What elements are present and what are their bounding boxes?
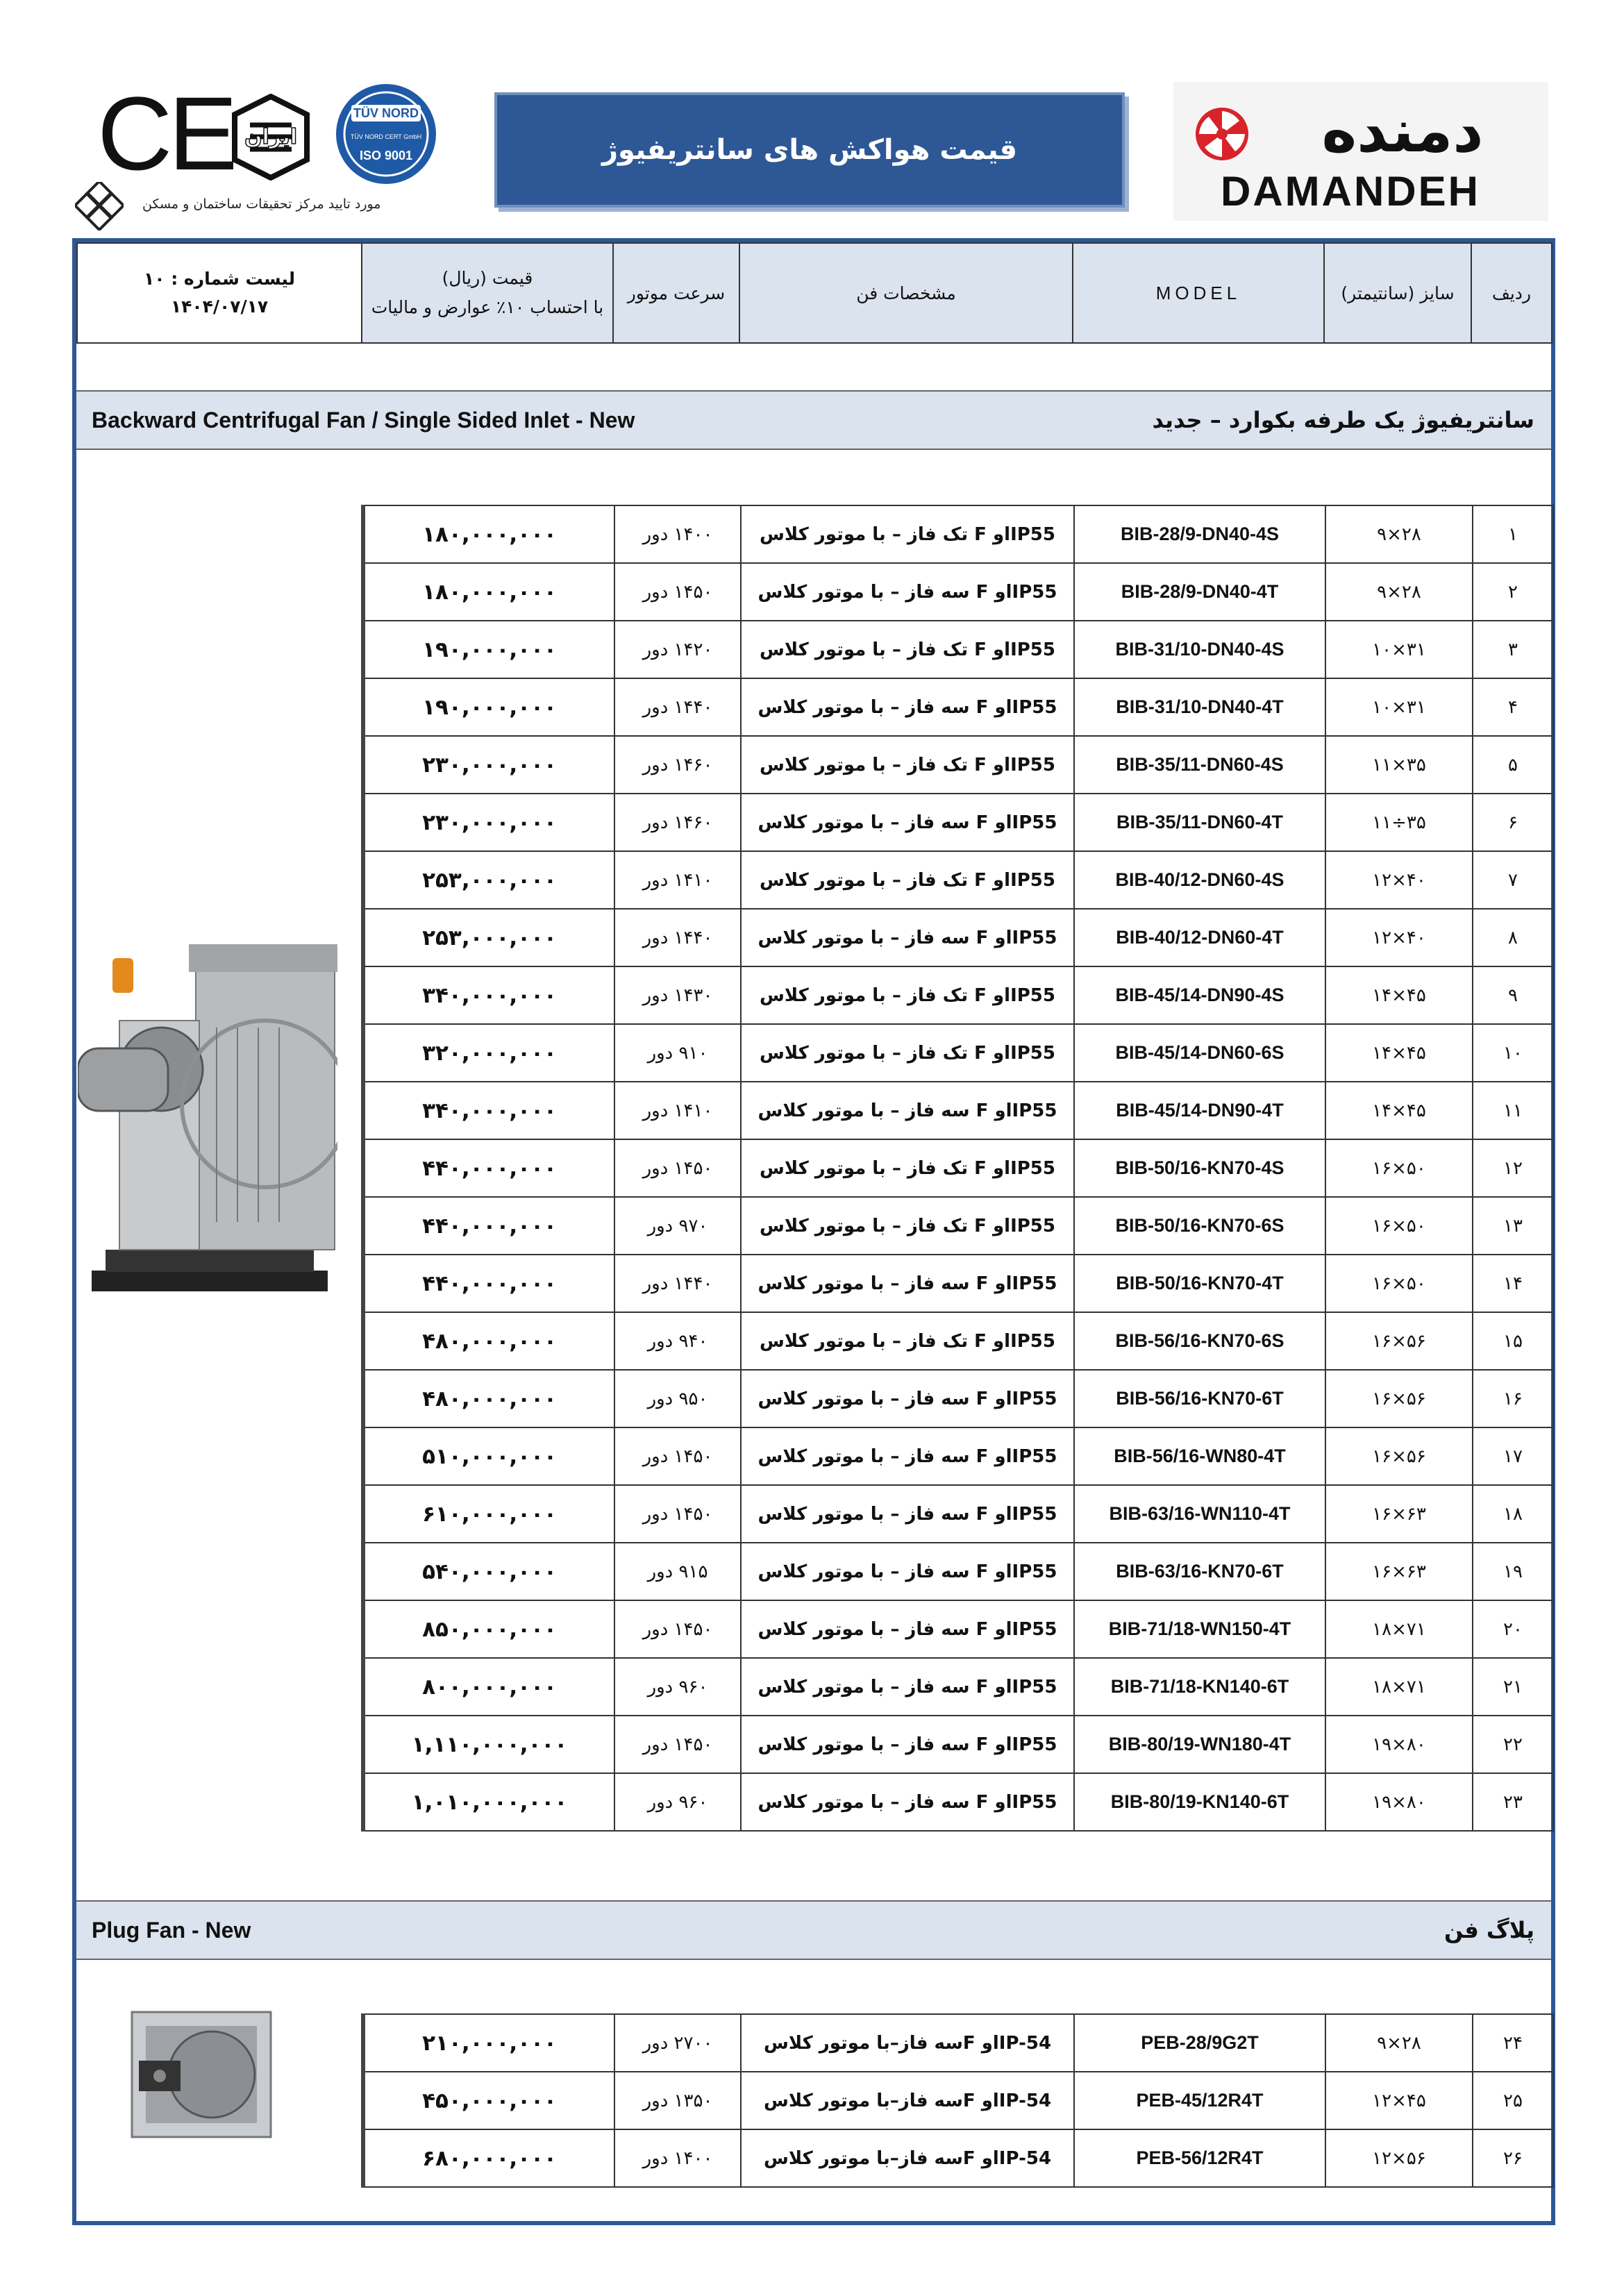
price-cell: ۸۵۰,۰۰۰,۰۰۰ <box>363 1600 614 1658</box>
spec-cell: IP55او F سه فاز – با موتور کلاس <box>741 1543 1074 1600</box>
price-cell: ۴۴۰,۰۰۰,۰۰۰ <box>363 1197 614 1255</box>
iran-standard-logo <box>229 94 312 181</box>
iso-9001-text: ISO 9001 <box>359 149 413 162</box>
bhrc-emblem-icon <box>75 182 124 231</box>
model-cell: BIB-71/18-WN150-4T <box>1074 1600 1325 1658</box>
plug-fan-product-image <box>111 2005 292 2144</box>
size-cell: ۴۰×۱۲ <box>1325 851 1473 909</box>
size-cell: ۸۰×۱۹ <box>1325 1716 1473 1773</box>
spec-column-header: مشخصات فن <box>739 243 1073 343</box>
price-cell: ۳۴۰,۰۰۰,۰۰۰ <box>363 966 614 1024</box>
size-cell: ۲۸×۹ <box>1325 2014 1473 2072</box>
section-band-plug <box>76 1900 1551 1960</box>
rpm-cell: ۱۴۰۰ دور <box>614 505 741 563</box>
table-row <box>363 1716 1553 1773</box>
rpm-cell: ۱۴۱۰ دور <box>614 1082 741 1139</box>
rpm-cell: ۱۴۵۰ دور <box>614 1485 741 1543</box>
row-number-cell: ۱۲ <box>1473 1139 1553 1197</box>
row-number-cell: ۲۲ <box>1473 1716 1553 1773</box>
rpm-cell: ۹۱۰ دور <box>614 1024 741 1082</box>
price-cell: ۱۸۰,۰۰۰,۰۰۰ <box>363 563 614 621</box>
price-cell: ۳۴۰,۰۰۰,۰۰۰ <box>363 1082 614 1139</box>
spec-cell: IP55او F تک فاز – با موتور کلاس <box>741 1139 1074 1197</box>
size-cell: ۵۶×۱۶ <box>1325 1427 1473 1485</box>
table-row <box>363 563 1553 621</box>
list-date: ۱۴۰۴/۰۷/۱۷ <box>170 296 269 317</box>
model-cell: BIB-40/12-DN60-4S <box>1074 851 1325 909</box>
model-cell: PEB-56/12R4T <box>1074 2129 1325 2187</box>
model-cell: PEB-28/9G2T <box>1074 2014 1325 2072</box>
model-cell: BIB-31/10-DN40-4T <box>1074 678 1325 736</box>
spec-cell: IP55او F سه فاز – با موتور کلاس <box>741 1082 1074 1139</box>
row-number-cell: ۵ <box>1473 736 1553 794</box>
table-row <box>363 1543 1553 1600</box>
rpm-cell: ۹۱۵ دور <box>614 1543 741 1600</box>
row-number-cell: ۲۰ <box>1473 1600 1553 1658</box>
rpm-cell: ۹۶۰ دور <box>614 1658 741 1716</box>
section-title-fa: سانتریفیوژ یک طرفه بکوارد – جدید <box>1152 407 1534 433</box>
rpm-column-header: سرعت موتور <box>613 243 739 343</box>
size-cell: ۵۰×۱۶ <box>1325 1139 1473 1197</box>
size-cell: ۳۵×۱۱ <box>1325 736 1473 794</box>
backward-fan-price-table <box>361 505 1554 1832</box>
row-number-cell: ۳ <box>1473 621 1553 678</box>
row-number-cell: ۱۱ <box>1473 1082 1553 1139</box>
price-cell: ۱۹۰,۰۰۰,۰۰۰ <box>363 621 614 678</box>
tuv-iso-logo <box>325 82 447 186</box>
table-row <box>363 678 1553 736</box>
row-number-cell: ۸ <box>1473 909 1553 966</box>
price-header-line2: با احتساب ۱۰٪ عوارض و مالیات <box>371 297 604 317</box>
row-number-cell: ۱۴ <box>1473 1255 1553 1312</box>
rpm-cell: ۹۵۰ دور <box>614 1370 741 1427</box>
size-cell: ۲۸×۹ <box>1325 563 1473 621</box>
spec-cell: IP55او F سه فاز – با موتور کلاس <box>741 563 1074 621</box>
rpm-cell: ۱۴۱۰ دور <box>614 851 741 909</box>
rpm-cell: ۹۴۰ دور <box>614 1312 741 1370</box>
price-cell: ۴۴۰,۰۰۰,۰۰۰ <box>363 1139 614 1197</box>
price-header-line1: قیمت (ریال) <box>442 267 533 288</box>
column-header-table <box>76 242 1552 344</box>
section-title-fa: پلاگ فن <box>1444 1917 1534 1943</box>
plug-fan-price-table <box>361 2013 1554 2188</box>
table-row <box>363 966 1553 1024</box>
table-row <box>363 1485 1553 1543</box>
spec-cell: IP55او F سه فاز – با موتور کلاس <box>741 794 1074 851</box>
spec-cell: IP55او F تک فاز – با موتور کلاس <box>741 1312 1074 1370</box>
table-row <box>363 1773 1553 1831</box>
brand-name-en: DAMANDEH <box>1221 168 1480 215</box>
size-cell: ۵۶×۱۲ <box>1325 2129 1473 2187</box>
row-number-cell: ۱ <box>1473 505 1553 563</box>
model-cell: BIB-63/16-KN70-6T <box>1074 1543 1325 1600</box>
model-cell: BIB-31/10-DN40-4S <box>1074 621 1325 678</box>
size-cell: ۵۰×۱۶ <box>1325 1197 1473 1255</box>
damandeh-brand-logo <box>1173 82 1548 221</box>
model-cell: BIB-35/11-DN60-4T <box>1074 794 1325 851</box>
table-row <box>363 505 1553 563</box>
rpm-cell: ۱۴۴۰ دور <box>614 678 741 736</box>
price-cell: ۶۸۰,۰۰۰,۰۰۰ <box>363 2129 614 2187</box>
table-row <box>363 1370 1553 1427</box>
row-number-cell: ۱۷ <box>1473 1427 1553 1485</box>
row-number-cell: ۲۴ <box>1473 2014 1553 2072</box>
table-row <box>363 1255 1553 1312</box>
spec-cell: IP55او F سه فاز – با موتور کلاس <box>741 1773 1074 1831</box>
price-cell: ۴۴۰,۰۰۰,۰۰۰ <box>363 1255 614 1312</box>
spec-cell: IP55او F سه فاز – با موتور کلاس <box>741 678 1074 736</box>
price-cell: ۲۳۰,۰۰۰,۰۰۰ <box>363 794 614 851</box>
model-cell: BIB-56/16-KN70-6S <box>1074 1312 1325 1370</box>
table-row <box>363 909 1553 966</box>
spec-cell: IP55او F سه فاز – با موتور کلاس <box>741 1600 1074 1658</box>
size-cell: ۶۳×۱۶ <box>1325 1485 1473 1543</box>
table-row <box>363 1600 1553 1658</box>
spec-cell: IP-54او Fسه فاز–با موتور کلاس <box>741 2014 1074 2072</box>
price-cell: ۵۱۰,۰۰۰,۰۰۰ <box>363 1427 614 1485</box>
row-number-cell: ۲ <box>1473 563 1553 621</box>
size-cell: ۴۰×۱۲ <box>1325 909 1473 966</box>
table-row <box>363 794 1553 851</box>
model-cell: BIB-50/16-KN70-4S <box>1074 1139 1325 1197</box>
size-cell: ۲۸×۹ <box>1325 505 1473 563</box>
spec-cell: IP55او F تک فاز – با موتور کلاس <box>741 621 1074 678</box>
size-cell: ۸۰×۱۹ <box>1325 1773 1473 1831</box>
model-cell: BIB-56/16-WN80-4T <box>1074 1427 1325 1485</box>
rpm-cell: ۱۴۵۰ دور <box>614 1716 741 1773</box>
rpm-cell: ۹۷۰ دور <box>614 1197 741 1255</box>
spec-cell: IP55او F سه فاز – با موتور کلاس <box>741 909 1074 966</box>
rpm-cell: ۱۳۵۰ دور <box>614 2072 741 2129</box>
price-cell: ۲۳۰,۰۰۰,۰۰۰ <box>363 736 614 794</box>
list-number: لیست شماره : ۱۰ <box>143 269 296 289</box>
spec-cell: IP55او F سه فاز – با موتور کلاس <box>741 1427 1074 1485</box>
model-cell: BIB-35/11-DN60-4S <box>1074 736 1325 794</box>
price-cell: ۱۹۰,۰۰۰,۰۰۰ <box>363 678 614 736</box>
price-cell: ۵۴۰,۰۰۰,۰۰۰ <box>363 1543 614 1600</box>
price-cell: ۳۲۰,۰۰۰,۰۰۰ <box>363 1024 614 1082</box>
spec-cell: IP55او F تک فاز – با موتور کلاس <box>741 505 1074 563</box>
model-cell: BIB-40/12-DN60-4T <box>1074 909 1325 966</box>
spec-cell: IP55او F سه فاز – با موتور کلاس <box>741 1716 1074 1773</box>
row-number-cell: ۲۵ <box>1473 2072 1553 2129</box>
rpm-cell: ۱۴۶۰ دور <box>614 794 741 851</box>
row-number-cell: ۴ <box>1473 678 1553 736</box>
model-cell: BIB-63/16-WN110-4T <box>1074 1485 1325 1543</box>
price-cell: ۲۵۳,۰۰۰,۰۰۰ <box>363 851 614 909</box>
size-cell: ۴۵×۱۴ <box>1325 1082 1473 1139</box>
table-row <box>363 621 1553 678</box>
rpm-cell: ۲۷۰۰ دور <box>614 2014 741 2072</box>
row-number-cell: ۶ <box>1473 794 1553 851</box>
rpm-cell: ۱۴۵۰ دور <box>614 1600 741 1658</box>
rpm-cell: ۱۴۳۰ دور <box>614 966 741 1024</box>
rpm-cell: ۹۶۰ دور <box>614 1773 741 1831</box>
table-row <box>363 2129 1553 2187</box>
rpm-cell: ۱۴۴۰ دور <box>614 1255 741 1312</box>
price-cell: ۱۸۰,۰۰۰,۰۰۰ <box>363 505 614 563</box>
spec-cell: IP55او F تک فاز – با موتور کلاس <box>741 736 1074 794</box>
model-cell: PEB-45/12R4T <box>1074 2072 1325 2129</box>
backward-fan-rows <box>363 505 1553 1831</box>
row-number-cell: ۱۸ <box>1473 1485 1553 1543</box>
row-number-cell: ۱۶ <box>1473 1370 1553 1427</box>
backward-fan-product-image <box>78 944 337 1319</box>
size-cell: ۷۱×۱۸ <box>1325 1600 1473 1658</box>
spec-cell: IP-54او Fسه فاز–با موتور کلاس <box>741 2072 1074 2129</box>
section-band-backward <box>76 390 1551 450</box>
size-cell: ۴۵×۱۴ <box>1325 966 1473 1024</box>
model-column-header: MODEL <box>1073 243 1324 343</box>
row-number-cell: ۱۳ <box>1473 1197 1553 1255</box>
size-cell: ۴۵×۱۲ <box>1325 2072 1473 2129</box>
price-cell: ۴۸۰,۰۰۰,۰۰۰ <box>363 1370 614 1427</box>
rpm-cell: ۱۴۲۰ دور <box>614 621 741 678</box>
table-row <box>363 736 1553 794</box>
spec-cell: IP55او F سه فاز – با موتور کلاس <box>741 1370 1074 1427</box>
model-cell: BIB-45/14-DN90-4S <box>1074 966 1325 1024</box>
price-cell: ۸۰۰,۰۰۰,۰۰۰ <box>363 1658 614 1716</box>
size-cell: ۵۶×۱۶ <box>1325 1370 1473 1427</box>
rpm-cell: ۱۴۵۰ دور <box>614 1427 741 1485</box>
size-cell: ۷۱×۱۸ <box>1325 1658 1473 1716</box>
rpm-cell: ۱۴۰۰ دور <box>614 2129 741 2187</box>
price-cell: ۲۵۳,۰۰۰,۰۰۰ <box>363 909 614 966</box>
table-row <box>363 1312 1553 1370</box>
page-title: قیمت هواکش های سانتریفیوژ <box>494 92 1125 208</box>
rpm-cell: ۱۴۶۰ دور <box>614 736 741 794</box>
model-cell: BIB-56/16-KN70-6T <box>1074 1370 1325 1427</box>
tuv-brand-text: TÜV NORD <box>353 106 419 120</box>
model-cell: BIB-45/14-DN90-4T <box>1074 1082 1325 1139</box>
certification-note: مورد تایید مرکز تحقیقات ساختمان و مسکن <box>142 196 381 212</box>
size-cell: ۶۳×۱۶ <box>1325 1543 1473 1600</box>
model-cell: BIB-50/16-KN70-6S <box>1074 1197 1325 1255</box>
price-cell: ۴۸۰,۰۰۰,۰۰۰ <box>363 1312 614 1370</box>
table-row <box>363 2014 1553 2072</box>
list-number-cell <box>77 243 362 343</box>
rpm-cell: ۱۴۵۰ دور <box>614 563 741 621</box>
model-cell: BIB-45/14-DN60-6S <box>1074 1024 1325 1082</box>
spec-cell: IP55او F سه فاز – با موتور کلاس <box>741 1255 1074 1312</box>
price-cell: ۱,۰۱۰,۰۰۰,۰۰۰ <box>363 1773 614 1831</box>
table-row <box>363 2072 1553 2129</box>
size-column-header: سایز (سانتیمتر) <box>1324 243 1471 343</box>
table-row <box>363 1197 1553 1255</box>
table-row <box>363 1082 1553 1139</box>
section-title-en: Plug Fan - New <box>92 1918 251 1943</box>
price-cell: ۲۱۰,۰۰۰,۰۰۰ <box>363 2014 614 2072</box>
size-cell: ۵۰×۱۶ <box>1325 1255 1473 1312</box>
row-number-cell: ۹ <box>1473 966 1553 1024</box>
row-number-cell: ۲۳ <box>1473 1773 1553 1831</box>
table-row <box>363 1139 1553 1197</box>
size-cell: ۳۱×۱۰ <box>1325 621 1473 678</box>
tuv-cert-text: TÜV NORD CERT GmbH <box>350 133 422 140</box>
ce-mark-logo: CE <box>97 75 234 192</box>
row-number-cell: ۱۵ <box>1473 1312 1553 1370</box>
iran-standard-text: ایران <box>244 125 298 149</box>
size-cell: ۳۱×۱۰ <box>1325 678 1473 736</box>
model-cell: BIB-28/9-DN40-4S <box>1074 505 1325 563</box>
size-cell: ۴۵×۱۴ <box>1325 1024 1473 1082</box>
row-number-cell: ۷ <box>1473 851 1553 909</box>
spec-cell: IP-54او Fسه فاز–با موتور کلاس <box>741 2129 1074 2187</box>
row-number-cell: ۱۰ <box>1473 1024 1553 1082</box>
table-row <box>363 1658 1553 1716</box>
size-cell: ۳۵÷۱۱ <box>1325 794 1473 851</box>
spec-cell: IP55او F تک فاز – با موتور کلاس <box>741 1197 1074 1255</box>
price-column-header <box>362 243 613 343</box>
spec-cell: IP55او F سه فاز – با موتور کلاس <box>741 1658 1074 1716</box>
rpm-cell: ۱۴۴۰ دور <box>614 909 741 966</box>
spec-cell: IP55او F سه فاز – با موتور کلاس <box>741 1485 1074 1543</box>
row-column-header: ردیف <box>1471 243 1552 343</box>
model-cell: BIB-28/9-DN40-4T <box>1074 563 1325 621</box>
table-row <box>363 851 1553 909</box>
plug-fan-rows <box>363 2014 1553 2187</box>
spec-cell: IP55او F تک فاز – با موتور کلاس <box>741 1024 1074 1082</box>
section-title-en: Backward Centrifugal Fan / Single Sided Inlet - New <box>92 408 635 433</box>
model-cell: BIB-80/19-WN180-4T <box>1074 1716 1325 1773</box>
row-number-cell: ۱۹ <box>1473 1543 1553 1600</box>
row-number-cell: ۲۶ <box>1473 2129 1553 2187</box>
price-cell: ۱,۱۱۰,۰۰۰,۰۰۰ <box>363 1716 614 1773</box>
row-number-cell: ۲۱ <box>1473 1658 1553 1716</box>
rpm-cell: ۱۴۵۰ دور <box>614 1139 741 1197</box>
model-cell: BIB-50/16-KN70-4T <box>1074 1255 1325 1312</box>
size-cell: ۵۶×۱۶ <box>1325 1312 1473 1370</box>
price-cell: ۶۱۰,۰۰۰,۰۰۰ <box>363 1485 614 1543</box>
spec-cell: IP55او F تک فاز – با موتور کلاس <box>741 851 1074 909</box>
table-row <box>363 1427 1553 1485</box>
model-cell: BIB-80/19-KN140-6T <box>1074 1773 1325 1831</box>
table-row <box>363 1024 1553 1082</box>
price-cell: ۴۵۰,۰۰۰,۰۰۰ <box>363 2072 614 2129</box>
spec-cell: IP55او F تک فاز – با موتور کلاس <box>741 966 1074 1024</box>
brand-name-fa: دمنده <box>1321 97 1484 166</box>
model-cell: BIB-71/18-KN140-6T <box>1074 1658 1325 1716</box>
